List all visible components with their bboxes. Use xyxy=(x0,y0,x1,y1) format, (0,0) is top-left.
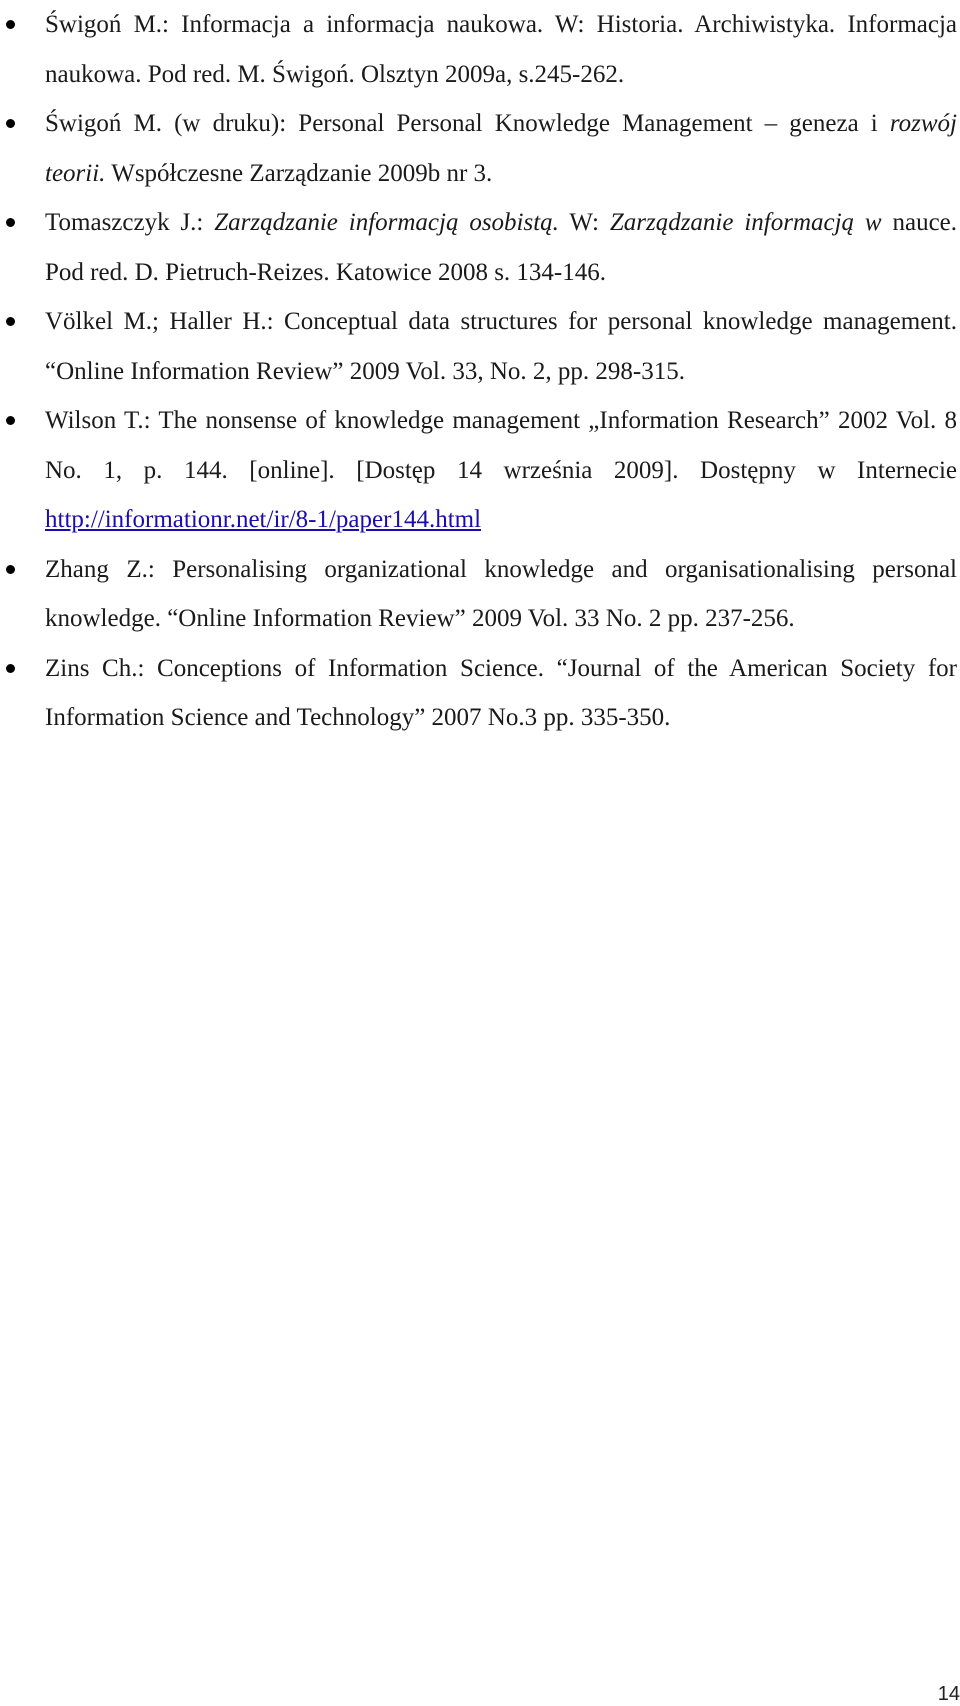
reference-text-italic: Zarządzanie informacją osobistą. xyxy=(214,209,559,236)
reference-item-volkel xyxy=(45,297,957,396)
reference-text: Zins Ch.: Conceptions of Information Science. “Journal of the American Society for Information Science and Technology” 2007 No.3 pp. 335-350. xyxy=(45,654,957,731)
reference-text: Zhang Z.: Personalising organizational knowledge and organisationalising personal knowledge. “Online Information Review” 2009 Vol. 33 No. 2 pp. 237-256. xyxy=(45,555,957,632)
page-number: 14 xyxy=(937,1683,960,1705)
reference-list xyxy=(45,0,957,743)
reference-text: Wilson T.: The nonsense of knowledge management „Information Research” 2002 Vol. 8 No. 1, p. 144. [online]. [Dostęp 14 września 2009]. Dostępny w Internecie xyxy=(45,407,957,484)
reference-item-zins xyxy=(45,644,957,743)
reference-link[interactable]: http://informationr.net/ir/8-1/paper144.html xyxy=(45,506,482,533)
reference-item-swigon-2009a xyxy=(45,0,957,99)
reference-text-italic: Zarządzanie informacją w xyxy=(609,209,882,236)
reference-text: Völkel M.; Haller H.: Conceptual data structures for personal knowledge management. “Online Information Review” 2009 Vol. 33, No. 2, pp. 298-315. xyxy=(45,308,957,385)
reference-text: Świgoń M.: Informacja a informacja naukowa. W: Historia. Archiwistyka. Informacja naukowa. Pod red. M. Świgoń. Olsztyn 2009a, s.245-262. xyxy=(45,11,957,88)
reference-text: W: xyxy=(558,209,610,236)
reference-item-wilson xyxy=(45,396,957,545)
reference-text: Tomaszczyk J.: xyxy=(45,209,215,236)
reference-text-italic: rozwój teorii. xyxy=(45,110,957,187)
reference-text: nauce. Pod red. D. Pietruch-Reizes. Katowice 2008 s. 134-146. xyxy=(45,209,958,286)
reference-text: Współczesne Zarządzanie 2009b nr 3. xyxy=(105,159,493,187)
reference-item-swigon-2009b xyxy=(45,99,957,198)
reference-text: Świgoń M. (w druku): Personal Personal Knowledge Management – geneza i xyxy=(45,110,890,137)
reference-item-zhang xyxy=(45,545,957,644)
reference-item-tomaszczyk xyxy=(45,198,957,297)
